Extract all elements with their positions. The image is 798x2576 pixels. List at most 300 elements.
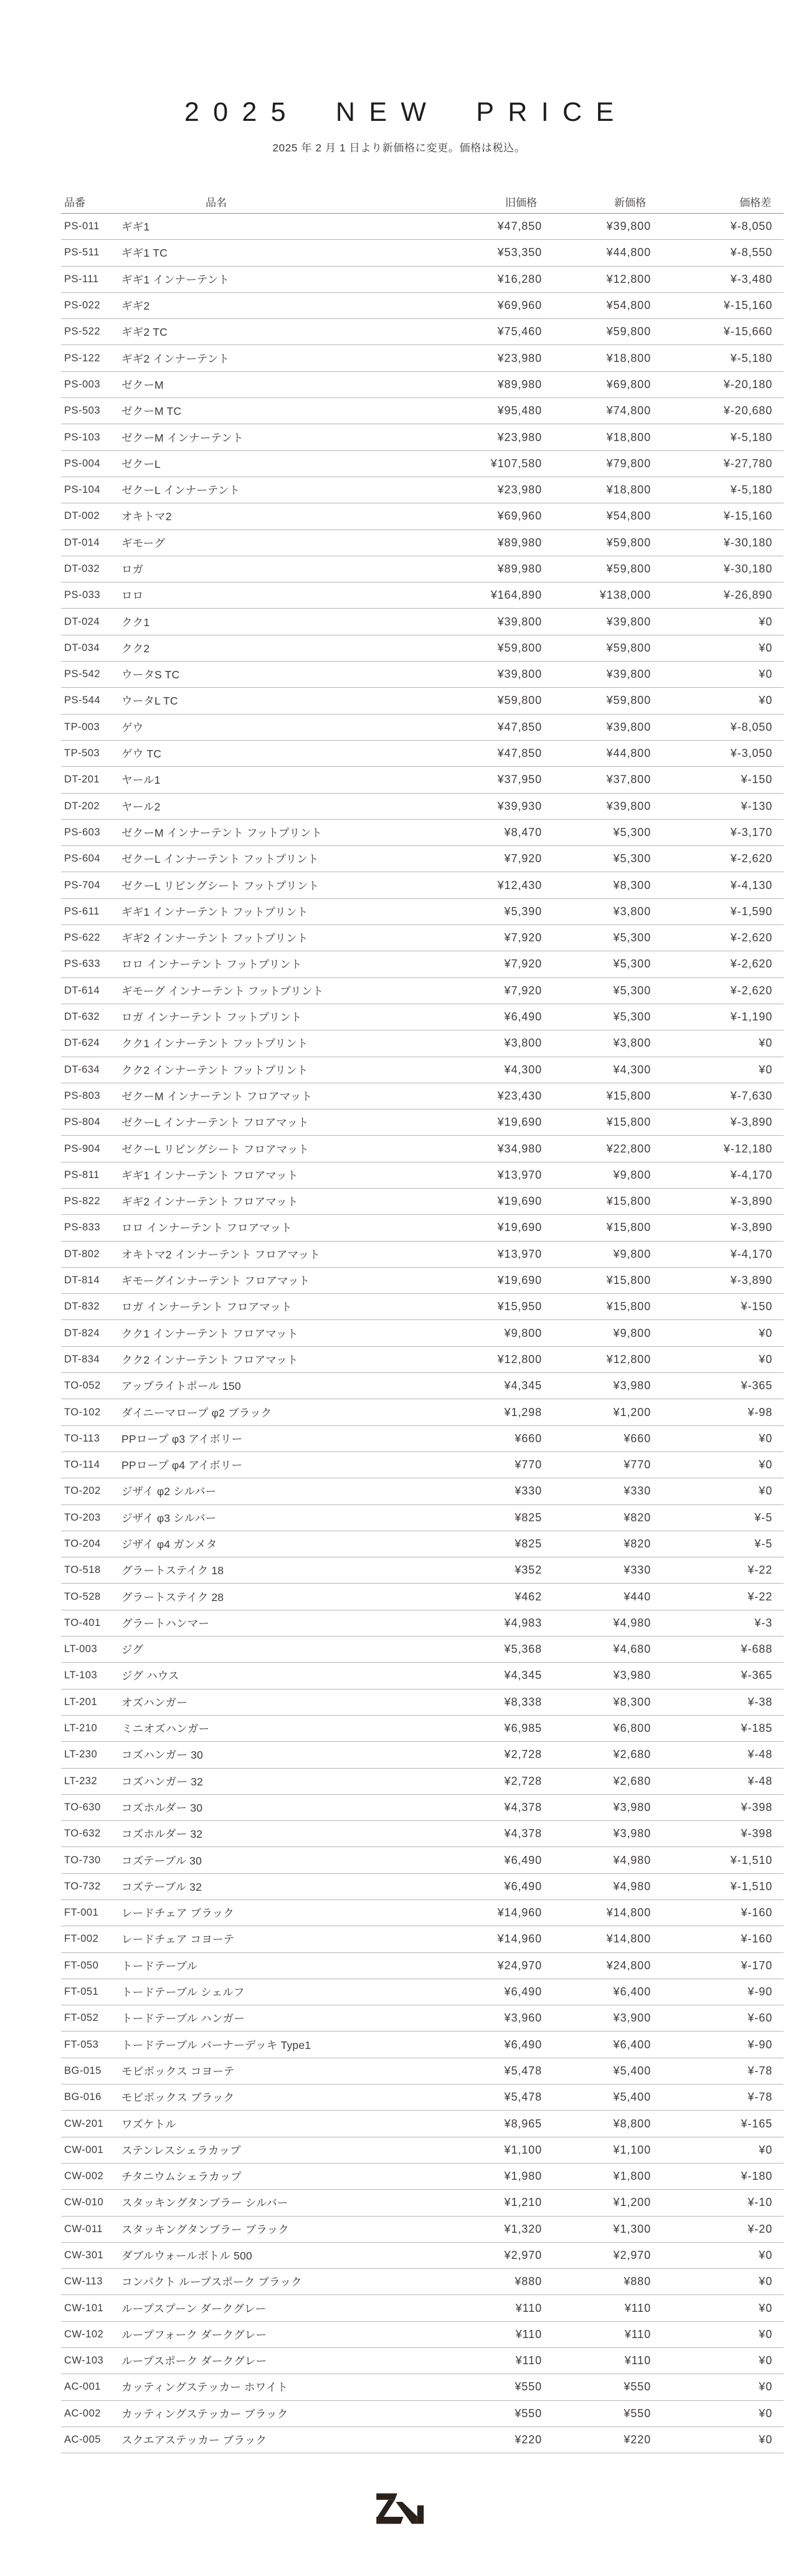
- cell-product-code: TO-202: [64, 1485, 101, 1497]
- price-table-header: [61, 189, 784, 214]
- cell-product-name: ミニオズハンガー: [121, 1723, 210, 1736]
- cell-old-price: ¥24,970: [497, 1959, 542, 1972]
- cell-new-price: ¥4,980: [613, 1616, 651, 1629]
- cell-product-name: スタッキングタンブラー ブラック: [121, 2223, 289, 2236]
- cell-old-price: ¥110: [515, 2354, 542, 2367]
- cell-price-diff: ¥-20,680: [723, 404, 772, 417]
- cell-product-code: PS-033: [64, 589, 101, 601]
- cell-price-diff: ¥-5,180: [730, 483, 772, 497]
- cell-old-price: ¥6,490: [504, 1880, 542, 1893]
- cell-price-diff: ¥0: [759, 2301, 772, 2314]
- table-row: [61, 2005, 784, 2032]
- cell-product-name: ゼクーL インナーテント: [121, 484, 240, 497]
- cell-product-code: DT-624: [64, 1037, 100, 1049]
- table-row: [61, 398, 784, 424]
- cell-product-code: LT-201: [64, 1696, 98, 1708]
- cell-old-price: ¥4,378: [504, 1827, 542, 1840]
- cell-product-code: TO-102: [64, 1406, 101, 1418]
- cell-product-code: DT-034: [64, 642, 100, 654]
- table-row: [61, 1795, 784, 1821]
- table-row: [61, 1189, 784, 1215]
- table-row: [61, 925, 784, 951]
- cell-new-price: ¥18,800: [606, 430, 651, 444]
- cell-old-price: ¥4,983: [504, 1616, 542, 1629]
- cell-product-code: DT-002: [64, 510, 100, 522]
- cell-price-diff: ¥-2,620: [730, 931, 772, 944]
- cell-old-price: ¥53,350: [497, 246, 542, 259]
- table-row: [61, 1821, 784, 1847]
- cell-old-price: ¥16,280: [497, 272, 542, 285]
- cell-product-code: TO-630: [64, 1801, 101, 1813]
- cell-price-diff: ¥-170: [741, 1959, 772, 1972]
- cell-old-price: ¥3,800: [504, 1037, 542, 1050]
- table-row: [61, 2427, 784, 2453]
- cell-price-diff: ¥-2,620: [730, 958, 772, 971]
- cell-price-diff: ¥-3,890: [730, 1274, 772, 1287]
- cell-product-code: FT-050: [64, 1959, 99, 1971]
- cell-price-diff: ¥0: [759, 2143, 772, 2156]
- cell-price-diff: ¥-7,630: [730, 1089, 772, 1102]
- cell-product-code: DT-834: [64, 1353, 100, 1365]
- cell-product-name: ヤール1: [121, 774, 161, 787]
- cell-old-price: ¥13,970: [497, 1168, 542, 1181]
- cell-product-code: AC-002: [64, 2407, 101, 2419]
- price-table: [61, 189, 784, 2453]
- table-row: [61, 1505, 784, 1531]
- cell-old-price: ¥8,338: [504, 1695, 542, 1708]
- table-row: [61, 715, 784, 741]
- cell-product-name: アップライトポール 150: [121, 1380, 241, 1393]
- cell-old-price: ¥47,850: [497, 220, 542, 233]
- cell-product-name: コズハンガー 30: [121, 1749, 203, 1762]
- table-row: [61, 662, 784, 688]
- cell-product-code: PS-704: [64, 879, 101, 891]
- cell-price-diff: ¥-5: [754, 1537, 772, 1550]
- cell-old-price: ¥1,298: [504, 1405, 542, 1419]
- cell-new-price: ¥8,300: [613, 878, 651, 891]
- cell-new-price: ¥6,400: [613, 2038, 651, 2051]
- cell-old-price: ¥23,980: [497, 351, 542, 364]
- cell-new-price: ¥24,800: [606, 1959, 651, 1972]
- cell-price-diff: ¥0: [759, 615, 772, 628]
- table-row: [61, 1953, 784, 1979]
- table-row: [61, 794, 784, 820]
- cell-product-code: PS-804: [64, 1116, 101, 1128]
- cell-product-code: PS-004: [64, 457, 101, 469]
- cell-old-price: ¥110: [515, 2301, 542, 2314]
- cell-old-price: ¥23,980: [497, 483, 542, 497]
- table-row: [61, 372, 784, 398]
- cell-old-price: ¥1,100: [504, 2143, 542, 2156]
- cell-price-diff: ¥-27,780: [723, 457, 772, 470]
- cell-product-code: PS-122: [64, 352, 101, 364]
- cell-price-diff: ¥-3,170: [730, 825, 772, 839]
- cell-product-code: TO-204: [64, 1538, 101, 1549]
- cell-product-name: ギモーグインナーテント フロアマット: [121, 1275, 310, 1288]
- cell-new-price: ¥12,800: [606, 1352, 651, 1366]
- table-row: [61, 1663, 784, 1689]
- cell-product-name: トードテーブル シェルフ: [121, 1986, 245, 1999]
- cell-product-code: CW-103: [64, 2355, 104, 2367]
- table-row: [61, 1847, 784, 1873]
- cell-product-name: ループスプーン ダークグレー: [121, 2302, 267, 2315]
- cell-price-diff: ¥-150: [741, 1300, 772, 1313]
- page-subtitle: 2025 年 2 月 1 日より新価格に変更。価格は税込。: [272, 142, 526, 154]
- cell-price-diff: ¥-78: [748, 2064, 772, 2077]
- cell-old-price: ¥19,690: [497, 1195, 542, 1208]
- cell-price-diff: ¥-3: [754, 1616, 772, 1629]
- table-row: [61, 1242, 784, 1268]
- table-row: [61, 1900, 784, 1926]
- cell-product-code: PS-803: [64, 1090, 101, 1101]
- cell-product-name: ギモーグ インナーテント フットプリント: [121, 984, 324, 997]
- cell-new-price: ¥820: [624, 1537, 651, 1550]
- cell-product-name: ループスポーク ダークグレー: [121, 2355, 267, 2368]
- cell-old-price: ¥95,480: [497, 404, 542, 417]
- cell-product-code: PS-104: [64, 484, 101, 496]
- table-row: [61, 846, 784, 872]
- cell-new-price: ¥59,800: [606, 641, 651, 654]
- table-row: [61, 1926, 784, 1952]
- cell-old-price: ¥462: [515, 1590, 542, 1603]
- cell-product-code: BG-015: [64, 2065, 102, 2076]
- cell-old-price: ¥69,960: [497, 510, 542, 523]
- table-row: [61, 1347, 784, 1373]
- cell-new-price: ¥9,800: [613, 1168, 651, 1181]
- cell-product-name: ジザイ φ3 シルバー: [121, 1511, 217, 1524]
- table-row: [61, 1742, 784, 1768]
- cell-price-diff: ¥-398: [741, 1800, 772, 1813]
- table-row: [61, 214, 784, 240]
- cell-product-name: ギギ2: [121, 300, 150, 313]
- cell-new-price: ¥44,800: [606, 246, 651, 259]
- cell-product-code: CW-011: [64, 2223, 103, 2235]
- cell-price-diff: ¥-48: [748, 1774, 772, 1787]
- cell-price-diff: ¥-20: [748, 2222, 772, 2235]
- cell-product-code: BG-016: [64, 2091, 102, 2103]
- table-row: [61, 2137, 784, 2164]
- cell-old-price: ¥7,920: [504, 852, 542, 865]
- cell-price-diff: ¥-688: [741, 1643, 772, 1656]
- cell-product-name: ゼクーL: [121, 457, 161, 470]
- cell-price-diff: ¥-1,590: [730, 905, 772, 918]
- cell-new-price: ¥59,800: [606, 536, 651, 549]
- cell-new-price: ¥3,980: [613, 1827, 651, 1840]
- cell-product-name: ゼクーL インナーテント フロアマット: [121, 1116, 309, 1129]
- cell-product-name: ゼクーM TC: [121, 405, 182, 418]
- table-row: [61, 2084, 784, 2111]
- cell-price-diff: ¥-12,180: [723, 1142, 772, 1155]
- cell-old-price: ¥59,800: [497, 641, 542, 654]
- cell-product-code: PS-011: [64, 221, 100, 232]
- cell-price-diff: ¥0: [759, 2249, 772, 2261]
- cell-product-name: ゼクーL インナーテント フットプリント: [121, 853, 319, 866]
- cell-product-name: PPロープ φ3 アイボリー: [121, 1432, 243, 1445]
- cell-product-name: ギギ1: [121, 221, 150, 234]
- cell-product-name: ジグ: [121, 1643, 143, 1656]
- cell-product-name: ゼクーM: [121, 378, 164, 391]
- cell-new-price: ¥15,800: [606, 1195, 651, 1208]
- cell-new-price: ¥4,980: [613, 1853, 651, 1866]
- cell-new-price: ¥15,800: [606, 1300, 651, 1313]
- cell-product-name: ヤール2: [121, 800, 161, 813]
- cell-product-name: ジグ ハウス: [121, 1670, 179, 1683]
- cell-product-name: オキトマ2 インナーテント フロアマット: [121, 1248, 320, 1261]
- cell-price-diff: ¥-8,050: [730, 720, 772, 733]
- cell-new-price: ¥59,800: [606, 563, 651, 575]
- cell-product-code: PS-103: [64, 431, 101, 443]
- cell-product-name: ゲウ: [121, 721, 144, 734]
- cell-old-price: ¥47,850: [497, 747, 542, 760]
- table-row: [61, 1979, 784, 2005]
- cell-product-name: ロロ: [121, 589, 144, 602]
- table-row: [61, 1874, 784, 1900]
- table-row: [61, 2269, 784, 2295]
- cell-product-name: コズハンガー 32: [121, 1775, 203, 1788]
- cell-new-price: ¥138,000: [599, 589, 651, 602]
- table-row: [61, 1716, 784, 1742]
- cell-price-diff: ¥-3,890: [730, 1195, 772, 1208]
- cell-product-code: CW-113: [64, 2276, 103, 2288]
- cell-old-price: ¥39,800: [497, 668, 542, 681]
- cell-product-code: CW-102: [64, 2328, 104, 2340]
- table-row: [61, 530, 784, 556]
- table-row: [61, 477, 784, 503]
- cell-new-price: ¥820: [624, 1511, 651, 1524]
- table-row: [61, 1030, 784, 1057]
- cell-product-name: ダイニーマロープ φ2 ブラック: [121, 1406, 272, 1419]
- cell-price-diff: ¥0: [759, 1326, 772, 1339]
- table-row: [61, 503, 784, 530]
- cell-new-price: ¥110: [624, 2327, 651, 2341]
- cell-product-name: ロガ: [121, 563, 144, 576]
- cell-new-price: ¥3,900: [613, 2012, 651, 2025]
- table-row: [61, 1426, 784, 1452]
- cell-new-price: ¥330: [624, 1564, 651, 1577]
- table-row: [61, 1083, 784, 1110]
- cell-old-price: ¥550: [515, 2407, 542, 2420]
- cell-old-price: ¥4,300: [504, 1063, 542, 1076]
- table-row: [61, 635, 784, 662]
- cell-new-price: ¥12,800: [606, 272, 651, 285]
- cell-new-price: ¥4,680: [613, 1643, 651, 1656]
- cell-price-diff: ¥-1,510: [730, 1880, 772, 1893]
- cell-old-price: ¥2,728: [504, 1774, 542, 1787]
- table-row: [61, 1399, 784, 1425]
- cell-product-name: クク2: [121, 642, 150, 655]
- cell-old-price: ¥12,800: [497, 1352, 542, 1366]
- cell-new-price: ¥1,200: [613, 2196, 651, 2209]
- cell-product-name: コズテーブル 30: [121, 1854, 202, 1867]
- cell-product-code: DT-634: [64, 1063, 100, 1075]
- cell-new-price: ¥59,800: [606, 694, 651, 707]
- cell-product-name: カッティングステッカー ホワイト: [121, 2381, 288, 2394]
- col-header-new-price: 新価格: [614, 196, 646, 209]
- cell-old-price: ¥23,980: [497, 430, 542, 444]
- cell-product-code: FT-002: [64, 1933, 99, 1945]
- cell-product-code: TO-203: [64, 1511, 101, 1523]
- col-header-name: 品名: [206, 196, 227, 209]
- cell-old-price: ¥107,580: [490, 457, 542, 470]
- cell-product-name: クク2 インナーテント フロアマット: [121, 1353, 298, 1366]
- cell-old-price: ¥89,980: [497, 563, 542, 575]
- cell-new-price: ¥54,800: [606, 299, 651, 312]
- cell-product-name: コズホルダー 32: [121, 1828, 203, 1841]
- cell-new-price: ¥1,100: [613, 2143, 651, 2156]
- cell-product-code: CW-010: [64, 2197, 104, 2208]
- table-row: [61, 1610, 784, 1637]
- cell-old-price: ¥39,930: [497, 799, 542, 812]
- cell-new-price: ¥6,400: [613, 1985, 651, 1999]
- cell-price-diff: ¥-20,180: [723, 378, 772, 391]
- cell-product-name: ゼクーM インナーテント フットプリント: [121, 826, 322, 839]
- col-header-price-diff: 価格差: [739, 196, 771, 209]
- cell-product-name: PPロープ φ4 アイボリー: [121, 1459, 243, 1472]
- cell-price-diff: ¥-15,160: [723, 299, 772, 312]
- cell-product-name: クク2 インナーテント フットプリント: [121, 1063, 308, 1077]
- table-row: [61, 319, 784, 345]
- cell-product-code: DT-632: [64, 1011, 100, 1023]
- cell-price-diff: ¥-60: [748, 2012, 772, 2025]
- cell-new-price: ¥14,800: [606, 1932, 651, 1946]
- cell-product-code: DT-014: [64, 536, 100, 548]
- cell-product-name: ループフォーク ダークグレー: [121, 2328, 267, 2341]
- price-table-body: [61, 214, 784, 2453]
- cell-old-price: ¥660: [515, 1432, 542, 1445]
- table-row: [61, 2348, 784, 2374]
- cell-new-price: ¥37,800: [606, 773, 651, 786]
- cell-product-name: オキトマ2: [121, 510, 172, 523]
- cell-new-price: ¥14,800: [606, 1906, 651, 1919]
- cell-price-diff: ¥-180: [741, 2170, 772, 2183]
- cell-new-price: ¥110: [624, 2354, 651, 2367]
- table-row: [61, 1531, 784, 1557]
- cell-price-diff: ¥-160: [741, 1932, 772, 1946]
- cell-old-price: ¥8,965: [504, 2117, 542, 2130]
- cell-product-name: ジザイ φ4 ガンメタ: [121, 1538, 217, 1551]
- cell-old-price: ¥39,800: [497, 615, 542, 628]
- cell-new-price: ¥39,800: [606, 799, 651, 812]
- cell-old-price: ¥6,490: [504, 1853, 542, 1866]
- cell-price-diff: ¥0: [759, 1037, 772, 1050]
- cell-product-code: DT-032: [64, 563, 100, 574]
- cell-price-diff: ¥-38: [748, 1695, 772, 1708]
- cell-new-price: ¥9,800: [613, 1247, 651, 1260]
- cell-product-name: クク1: [121, 615, 150, 629]
- cell-old-price: ¥59,800: [497, 694, 542, 707]
- cell-product-code: TO-113: [64, 1432, 100, 1444]
- cell-old-price: ¥13,970: [497, 1247, 542, 1260]
- cell-new-price: ¥330: [624, 1485, 651, 1498]
- cell-product-name: ジザイ φ2 シルバー: [121, 1485, 217, 1498]
- cell-product-name: モビボックス ブラック: [121, 2091, 235, 2104]
- cell-price-diff: ¥-10: [748, 2196, 772, 2209]
- cell-price-diff: ¥-4,170: [730, 1247, 772, 1260]
- zn-logo-icon: [374, 2493, 424, 2526]
- cell-old-price: ¥5,478: [504, 2064, 542, 2077]
- cell-product-code: FT-052: [64, 2012, 99, 2024]
- cell-old-price: ¥1,980: [504, 2170, 542, 2183]
- cell-product-code: PS-022: [64, 300, 101, 311]
- table-row: [61, 1690, 784, 1716]
- cell-price-diff: ¥0: [759, 2354, 772, 2367]
- cell-new-price: ¥18,800: [606, 483, 651, 497]
- cell-product-code: PS-503: [64, 405, 101, 417]
- cell-new-price: ¥2,680: [613, 1774, 651, 1787]
- cell-product-name: ゼクーM インナーテント フロアマット: [121, 1090, 313, 1103]
- table-row: [61, 1215, 784, 1241]
- cell-product-code: PS-603: [64, 826, 101, 838]
- cell-new-price: ¥5,300: [613, 1010, 651, 1024]
- cell-product-name: ゼクーL リビングシート フットプリント: [121, 879, 320, 892]
- cell-product-name: グラートハンマー: [121, 1617, 210, 1630]
- table-row: [61, 767, 784, 793]
- cell-price-diff: ¥-30,180: [723, 563, 772, 575]
- cell-product-name: ギモーグ: [121, 536, 165, 549]
- cell-old-price: ¥164,890: [490, 589, 542, 602]
- cell-product-code: AC-005: [64, 2434, 101, 2446]
- cell-product-code: FT-001: [64, 1907, 99, 1919]
- cell-price-diff: ¥-1,190: [730, 1010, 772, 1024]
- cell-product-name: ギギ1 インナーテント フットプリント: [121, 905, 308, 918]
- cell-product-code: PS-003: [64, 378, 101, 390]
- cell-old-price: ¥1,210: [504, 2196, 542, 2209]
- cell-product-name: ギギ2 インナーテント フットプリント: [121, 932, 308, 945]
- cell-product-name: ギギ1 インナーテント: [121, 273, 230, 286]
- cell-new-price: ¥22,800: [606, 1142, 651, 1155]
- cell-price-diff: ¥-4,130: [730, 878, 772, 891]
- cell-new-price: ¥15,800: [606, 1221, 651, 1234]
- cell-price-diff: ¥-3,890: [730, 1116, 772, 1129]
- cell-old-price: ¥75,460: [497, 325, 542, 338]
- cell-price-diff: ¥-8,550: [730, 246, 772, 259]
- cell-new-price: ¥1,800: [613, 2170, 651, 2183]
- cell-old-price: ¥12,430: [497, 878, 542, 891]
- table-row: [61, 899, 784, 925]
- cell-new-price: ¥4,980: [613, 1880, 651, 1893]
- cell-new-price: ¥54,800: [606, 510, 651, 523]
- table-row: [61, 582, 784, 609]
- cell-new-price: ¥15,800: [606, 1274, 651, 1287]
- cell-price-diff: ¥-185: [741, 1722, 772, 1735]
- table-row: [61, 267, 784, 293]
- page-title: 2025 NEW PRICE: [184, 97, 628, 127]
- cell-old-price: ¥5,368: [504, 1643, 542, 1656]
- cell-old-price: ¥9,800: [504, 1326, 542, 1339]
- cell-product-name: コズホルダー 30: [121, 1801, 203, 1814]
- cell-new-price: ¥550: [624, 2380, 651, 2393]
- cell-price-diff: ¥-90: [748, 2038, 772, 2051]
- table-row: [61, 1294, 784, 1320]
- table-row: [61, 820, 784, 846]
- cell-old-price: ¥770: [515, 1458, 542, 1471]
- cell-old-price: ¥1,320: [504, 2222, 542, 2235]
- cell-product-name: ギギ2 インナーテント: [121, 352, 230, 365]
- cell-product-name: ギギ1 インナーテント フロアマット: [121, 1169, 298, 1182]
- table-row: [61, 1637, 784, 1663]
- cell-new-price: ¥880: [624, 2275, 651, 2288]
- cell-product-code: DT-202: [64, 800, 100, 812]
- cell-new-price: ¥39,800: [606, 720, 651, 733]
- cell-product-code: AC-001: [64, 2381, 101, 2393]
- cell-old-price: ¥6,490: [504, 1010, 542, 1024]
- table-row: [61, 345, 784, 371]
- cell-price-diff: ¥-2,620: [730, 852, 772, 865]
- cell-old-price: ¥8,470: [504, 825, 542, 839]
- table-row: [61, 1557, 784, 1584]
- table-row: [61, 451, 784, 477]
- cell-product-code: DT-802: [64, 1248, 100, 1260]
